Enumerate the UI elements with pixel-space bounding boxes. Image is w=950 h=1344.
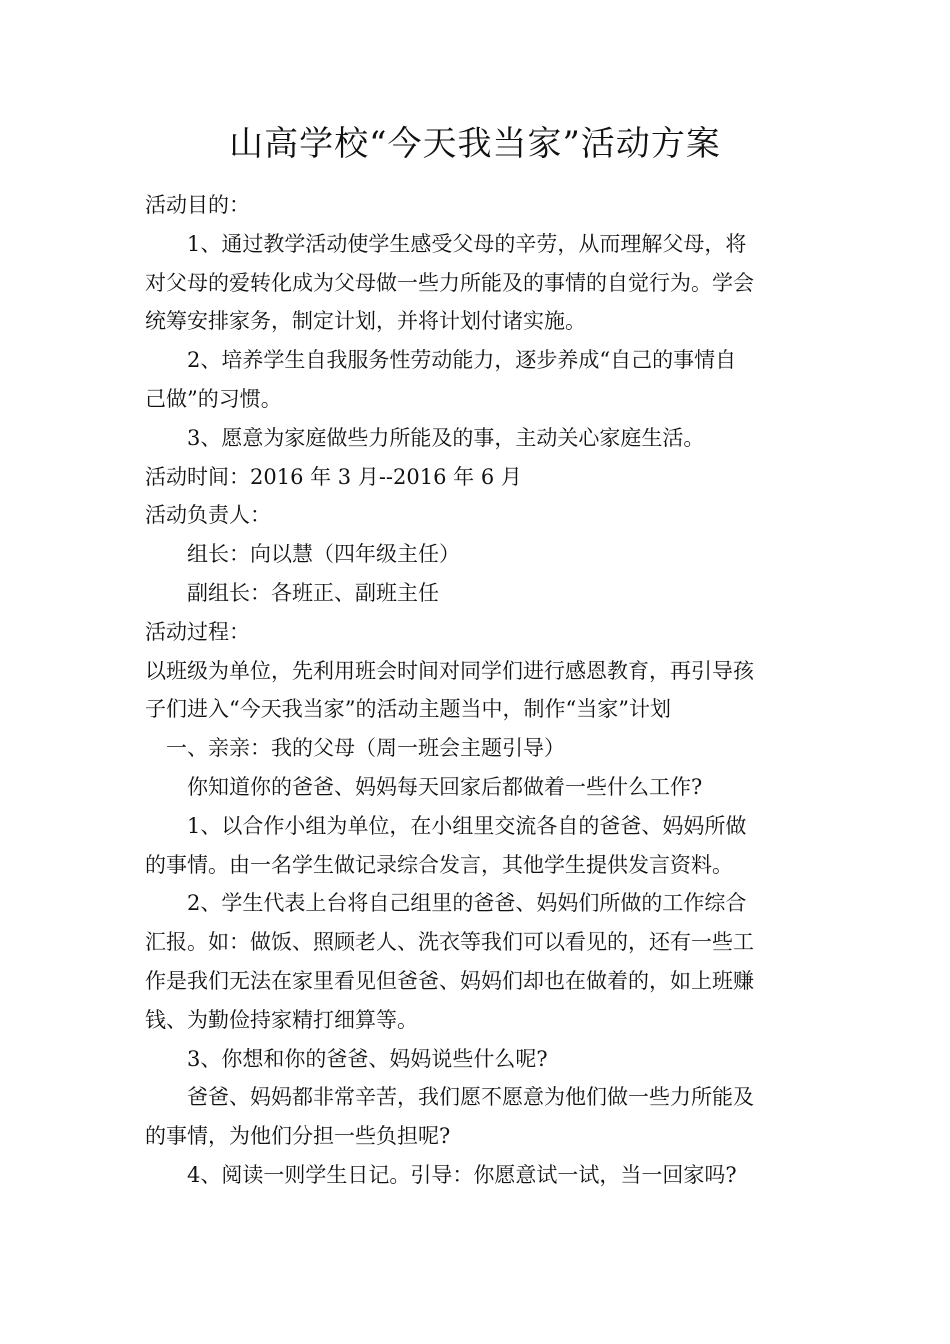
body-line: 汇报。如：做饭、照顾老人、洗衣等我们可以看见的，还有一些工	[145, 930, 754, 955]
body-line: 3、你想和你的爸爸、妈妈说些什么呢?	[187, 1046, 548, 1071]
body-line: 的事情，为他们分担一些负担呢?	[145, 1124, 451, 1149]
body-line: 1、以合作小组为单位，在小组里交流各自的爸爸、妈妈所做	[187, 813, 747, 838]
section-heading-purpose: 活动目的：	[145, 193, 250, 217]
body-line: 以班级为单位，先利用班会时间对同学们进行感恩教育，再引导孩	[145, 658, 754, 683]
body-line: 钱、为勤俭持家精打细算等。	[145, 1007, 418, 1032]
body-line: 子们进入“今天我当家”的活动主题当中，制作“当家”计划	[145, 697, 671, 722]
body-line: 作是我们无法在家里看见但爸爸、妈妈们却也在做着的，如上班赚	[145, 968, 754, 993]
body-line: 己做”的习惯。	[145, 386, 282, 411]
body-line: 对父母的爱转化成为父母做一些力所能及的事情的自觉行为。学会	[145, 270, 754, 295]
leader-line: 组长：向以慧（四年级主任）	[187, 542, 460, 567]
body-line: 爸爸、妈妈都非常辛苦，我们愿不愿意为他们做一些力所能及	[187, 1085, 754, 1110]
body-line: 4、阅读一则学生日记。引导：你愿意试一试，当一回家吗?	[187, 1162, 737, 1187]
section-heading-process: 活动过程：	[145, 619, 250, 644]
body-line: 1、通过教学活动使学生感受父母的辛劳，从而理解父母，将	[187, 231, 747, 256]
body-line: 2、培养学生自我服务性劳动能力，逐步养成“自己的事情自	[187, 348, 737, 373]
document-body	[145, 186, 790, 1195]
deputy-leader-line: 副组长：各班正、副班主任	[187, 580, 439, 605]
activity-time: 活动时间：2016 年 3 月--2016 年 6 月	[145, 464, 522, 489]
body-line: 3、愿意为家庭做些力所能及的事，主动关心家庭生活。	[187, 425, 705, 450]
subsection-heading: 一、亲亲：我的父母（周一班会主题引导）	[166, 736, 565, 761]
body-line: 统筹安排家务，制定计划，并将计划付诸实施。	[145, 309, 586, 334]
body-line: 2、学生代表上台将自己组里的爸爸、妈妈们所做的工作综合	[187, 891, 747, 916]
section-heading-leaders: 活动负责人：	[145, 503, 271, 528]
body-line: 的事情。由一名学生做记录综合发言，其他学生提供发言资料。	[145, 852, 733, 877]
document-title: 山高学校“今天我当家”活动方案	[229, 124, 721, 164]
body-line: 你知道你的爸爸、妈妈每天回家后都做着一些什么工作?	[187, 774, 703, 799]
